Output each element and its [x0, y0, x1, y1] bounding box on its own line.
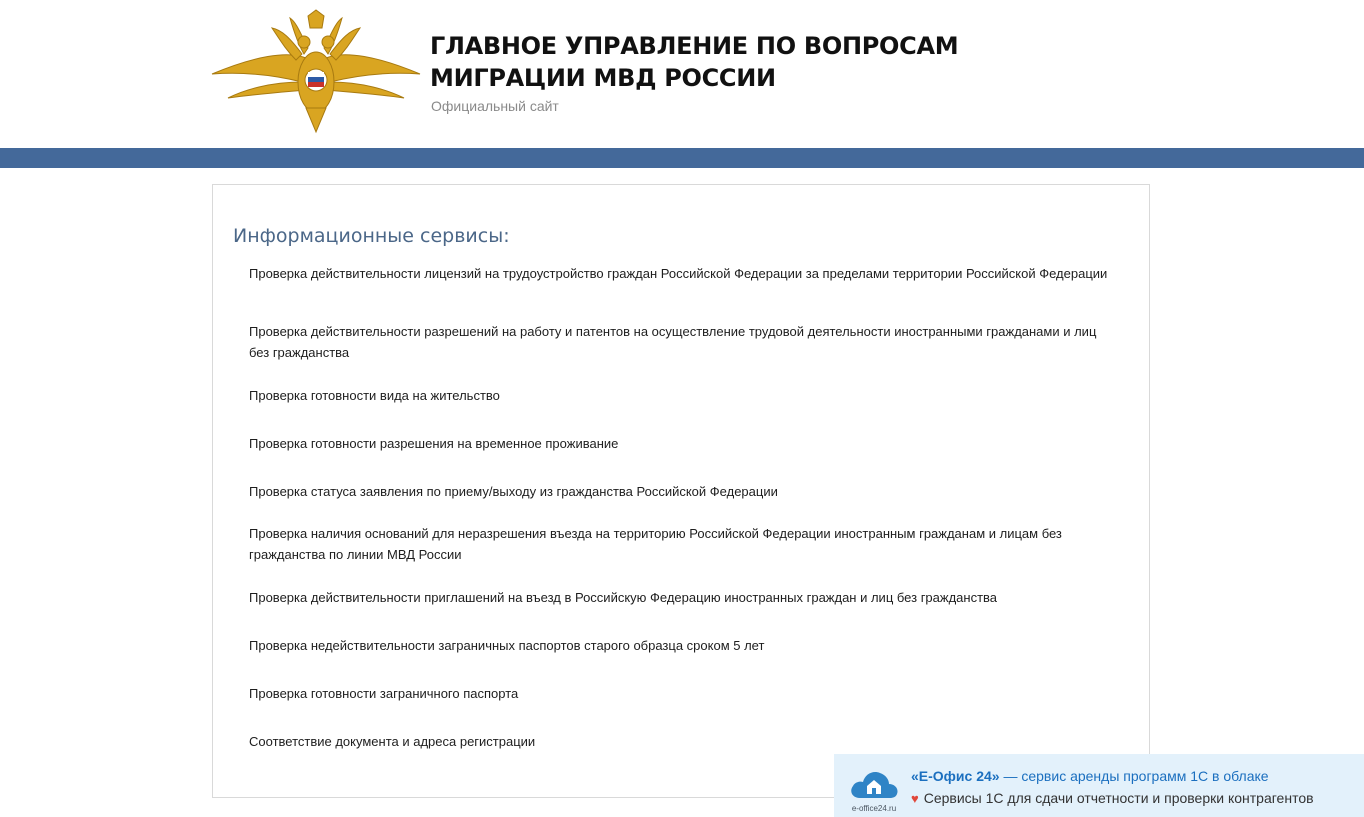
ad-subline-text: Сервисы 1С для сдачи отчетности и проверки контрагентов — [923, 790, 1314, 806]
ad-logo-domain: e-office24.ru — [851, 804, 897, 813]
eoffice-logo[interactable] — [848, 764, 900, 816]
ad-headline[interactable] — [911, 768, 1269, 784]
service-link-citizenship-status[interactable]: Проверка статуса заявления по приему/выходу из гражданства Российской Федерации — [249, 484, 778, 499]
service-link-registration-address[interactable]: Соответствие документа и адреса регистрации — [249, 734, 536, 749]
service-link-old-passport-check[interactable]: Проверка недействительности заграничных паспортов старого образца сроком 5 лет — [249, 638, 765, 653]
service-link-residence-permit[interactable]: Проверка готовности вида на жительство — [249, 388, 500, 403]
services-heading: Информационные сервисы: — [233, 225, 510, 247]
service-link-temporary-residence[interactable]: Проверка готовности разрешения на временное проживание — [249, 436, 619, 451]
service-link-work-permit-check[interactable]: Проверка действительности разрешений на работу и патентов на осуществление трудовой деятельности иностранными гражданами и лиц без гражданства — [249, 324, 1097, 360]
service-link-license-check[interactable]: Проверка действительности лицензий на трудоустройство граждан Российской Федерации за пределами территории Российской Федерации — [249, 266, 1108, 281]
ad-subline[interactable] — [911, 790, 1314, 806]
ad-brand: «Е-Офис 24» — [911, 768, 1000, 784]
services-panel — [212, 184, 1150, 798]
page-title: ГЛАВНОЕ УПРАВЛЕНИЕ ПО ВОПРОСАМ МИГРАЦИИ МВД РОССИИ — [430, 32, 959, 92]
page-subtitle: Официальный сайт — [431, 98, 559, 114]
ad-tagline: — сервис аренды программ 1С в облаке — [999, 768, 1269, 784]
mvd-emblem-icon[interactable] — [210, 8, 422, 136]
heart-icon: ♥ — [911, 791, 919, 806]
ad-banner[interactable] — [834, 754, 1364, 817]
header-divider-band — [0, 148, 1364, 168]
cloud-house-icon — [848, 764, 900, 804]
service-link-passport-readiness[interactable]: Проверка готовности заграничного паспорта — [249, 686, 519, 701]
service-link-invitation-check[interactable]: Проверка действительности приглашений на въезд в Российскую Федерацию иностранных граждан и лиц без гражданства — [249, 590, 998, 605]
service-link-entry-ban-check[interactable]: Проверка наличия оснований для неразрешения въезда на территорию Российской Федерации иностранным гражданам и лицам без гражданства по линии МВД России — [249, 526, 1062, 562]
site-header — [0, 0, 1364, 148]
